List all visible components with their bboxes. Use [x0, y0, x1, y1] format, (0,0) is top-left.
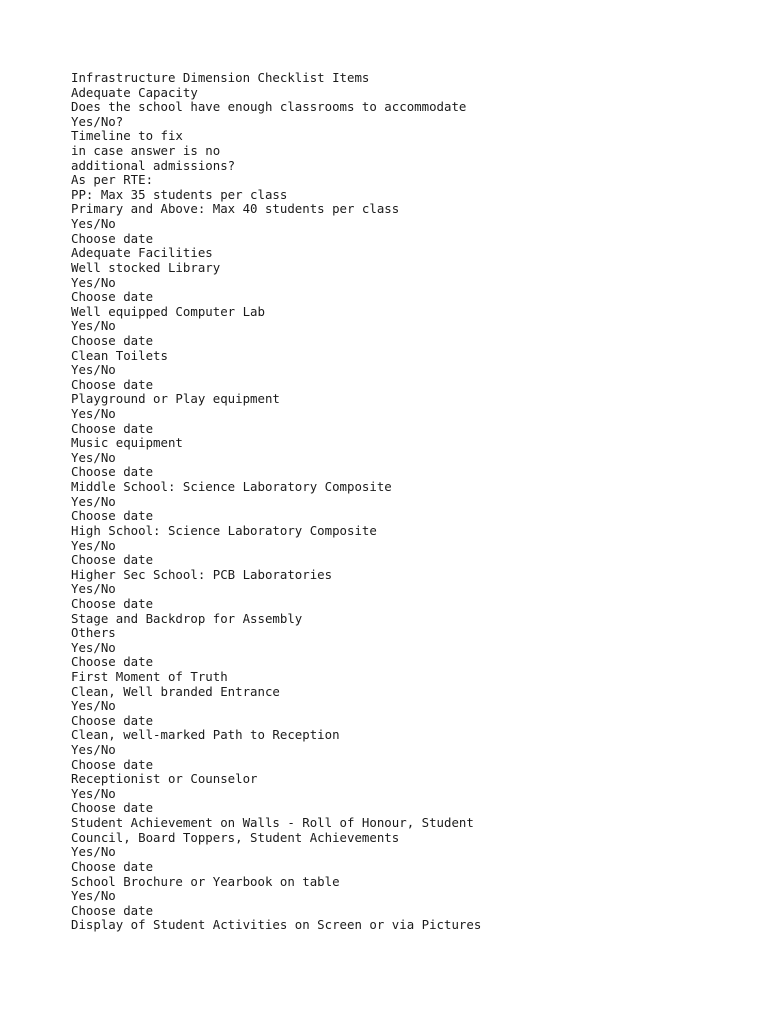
choose-date-field[interactable]: Choose date: [71, 756, 154, 772]
choose-date-field[interactable]: Choose date: [71, 289, 154, 305]
checklist-item: Playground or Play equipment: [71, 391, 280, 407]
section-heading: First Moment of Truth: [71, 668, 228, 684]
choose-date-field[interactable]: Choose date: [71, 508, 154, 524]
yes-no-field[interactable]: Yes/No: [71, 216, 116, 232]
document-title: Infrastructure Dimension Checklist Items: [71, 70, 370, 85]
section-heading: Adequate Capacity: [71, 84, 198, 100]
choose-date-field[interactable]: Choose date: [71, 712, 154, 728]
choose-date-field[interactable]: Choose date: [71, 230, 154, 246]
rte-heading: As per RTE:: [71, 172, 154, 188]
checklist-item: Clean Toilets: [71, 347, 168, 363]
checklist-item: Student Achievement on Walls - Roll of Honour, Student: [71, 815, 474, 831]
column-label-yes-no: Yes/No?: [71, 113, 124, 129]
section-heading: Adequate Facilities: [71, 245, 213, 261]
checklist-question: additional admissions?: [71, 157, 236, 173]
checklist-item: Well equipped Computer Lab: [71, 303, 265, 319]
yes-no-field[interactable]: Yes/No: [71, 406, 116, 422]
rte-rule: PP: Max 35 students per class: [71, 186, 288, 202]
yes-no-field[interactable]: Yes/No: [71, 581, 116, 597]
yes-no-field[interactable]: Yes/No: [71, 493, 116, 509]
rte-rule: Primary and Above: Max 40 students per class: [71, 201, 400, 217]
yes-no-field[interactable]: Yes/No: [71, 888, 116, 904]
checklist-item: High School: Science Laboratory Composite: [71, 522, 377, 538]
choose-date-field[interactable]: Choose date: [71, 332, 154, 348]
checklist-item: Well stocked Library: [71, 259, 221, 275]
yes-no-field[interactable]: Yes/No: [71, 318, 116, 334]
yes-no-field[interactable]: Yes/No: [71, 449, 116, 465]
yes-no-field[interactable]: Yes/No: [71, 639, 116, 655]
checklist-item: Clean, well-marked Path to Reception: [71, 727, 340, 743]
choose-date-field[interactable]: Choose date: [71, 376, 154, 392]
choose-date-field[interactable]: Choose date: [71, 902, 154, 918]
yes-no-field[interactable]: Yes/No: [71, 537, 116, 553]
yes-no-field[interactable]: Yes/No: [71, 844, 116, 860]
checklist-item: Stage and Backdrop for Assembly: [71, 610, 303, 626]
checklist-item: Receptionist or Counselor: [71, 771, 258, 787]
yes-no-field[interactable]: Yes/No: [71, 362, 116, 378]
choose-date-field[interactable]: Choose date: [71, 800, 154, 816]
choose-date-field[interactable]: Choose date: [71, 420, 154, 436]
checklist-item-continued: Council, Board Toppers, Student Achievements: [71, 829, 400, 845]
choose-date-field[interactable]: Choose date: [71, 552, 154, 568]
column-label-timeline-note: in case answer is no: [71, 143, 221, 159]
checklist-item: Middle School: Science Laboratory Composite: [71, 479, 392, 495]
checklist-item: Clean, Well branded Entrance: [71, 683, 280, 699]
checklist-item: Music equipment: [71, 435, 183, 451]
checklist-item: School Brochure or Yearbook on table: [71, 873, 340, 889]
yes-no-field[interactable]: Yes/No: [71, 785, 116, 801]
yes-no-field[interactable]: Yes/No: [71, 698, 116, 714]
checklist-question: Does the school have enough classrooms to accommodate: [71, 99, 467, 115]
column-label-timeline: Timeline to fix: [71, 128, 183, 144]
checklist-item: Display of Student Activities on Screen or via Pictures: [71, 917, 482, 933]
document-body: [71, 71, 731, 933]
checklist-item: Higher Sec School: PCB Laboratories: [71, 566, 333, 582]
choose-date-field[interactable]: Choose date: [71, 595, 154, 611]
checklist-item: Others: [71, 625, 116, 641]
choose-date-field[interactable]: Choose date: [71, 464, 154, 480]
choose-date-field[interactable]: Choose date: [71, 654, 154, 670]
choose-date-field[interactable]: Choose date: [71, 858, 154, 874]
yes-no-field[interactable]: Yes/No: [71, 274, 116, 290]
yes-no-field[interactable]: Yes/No: [71, 742, 116, 758]
